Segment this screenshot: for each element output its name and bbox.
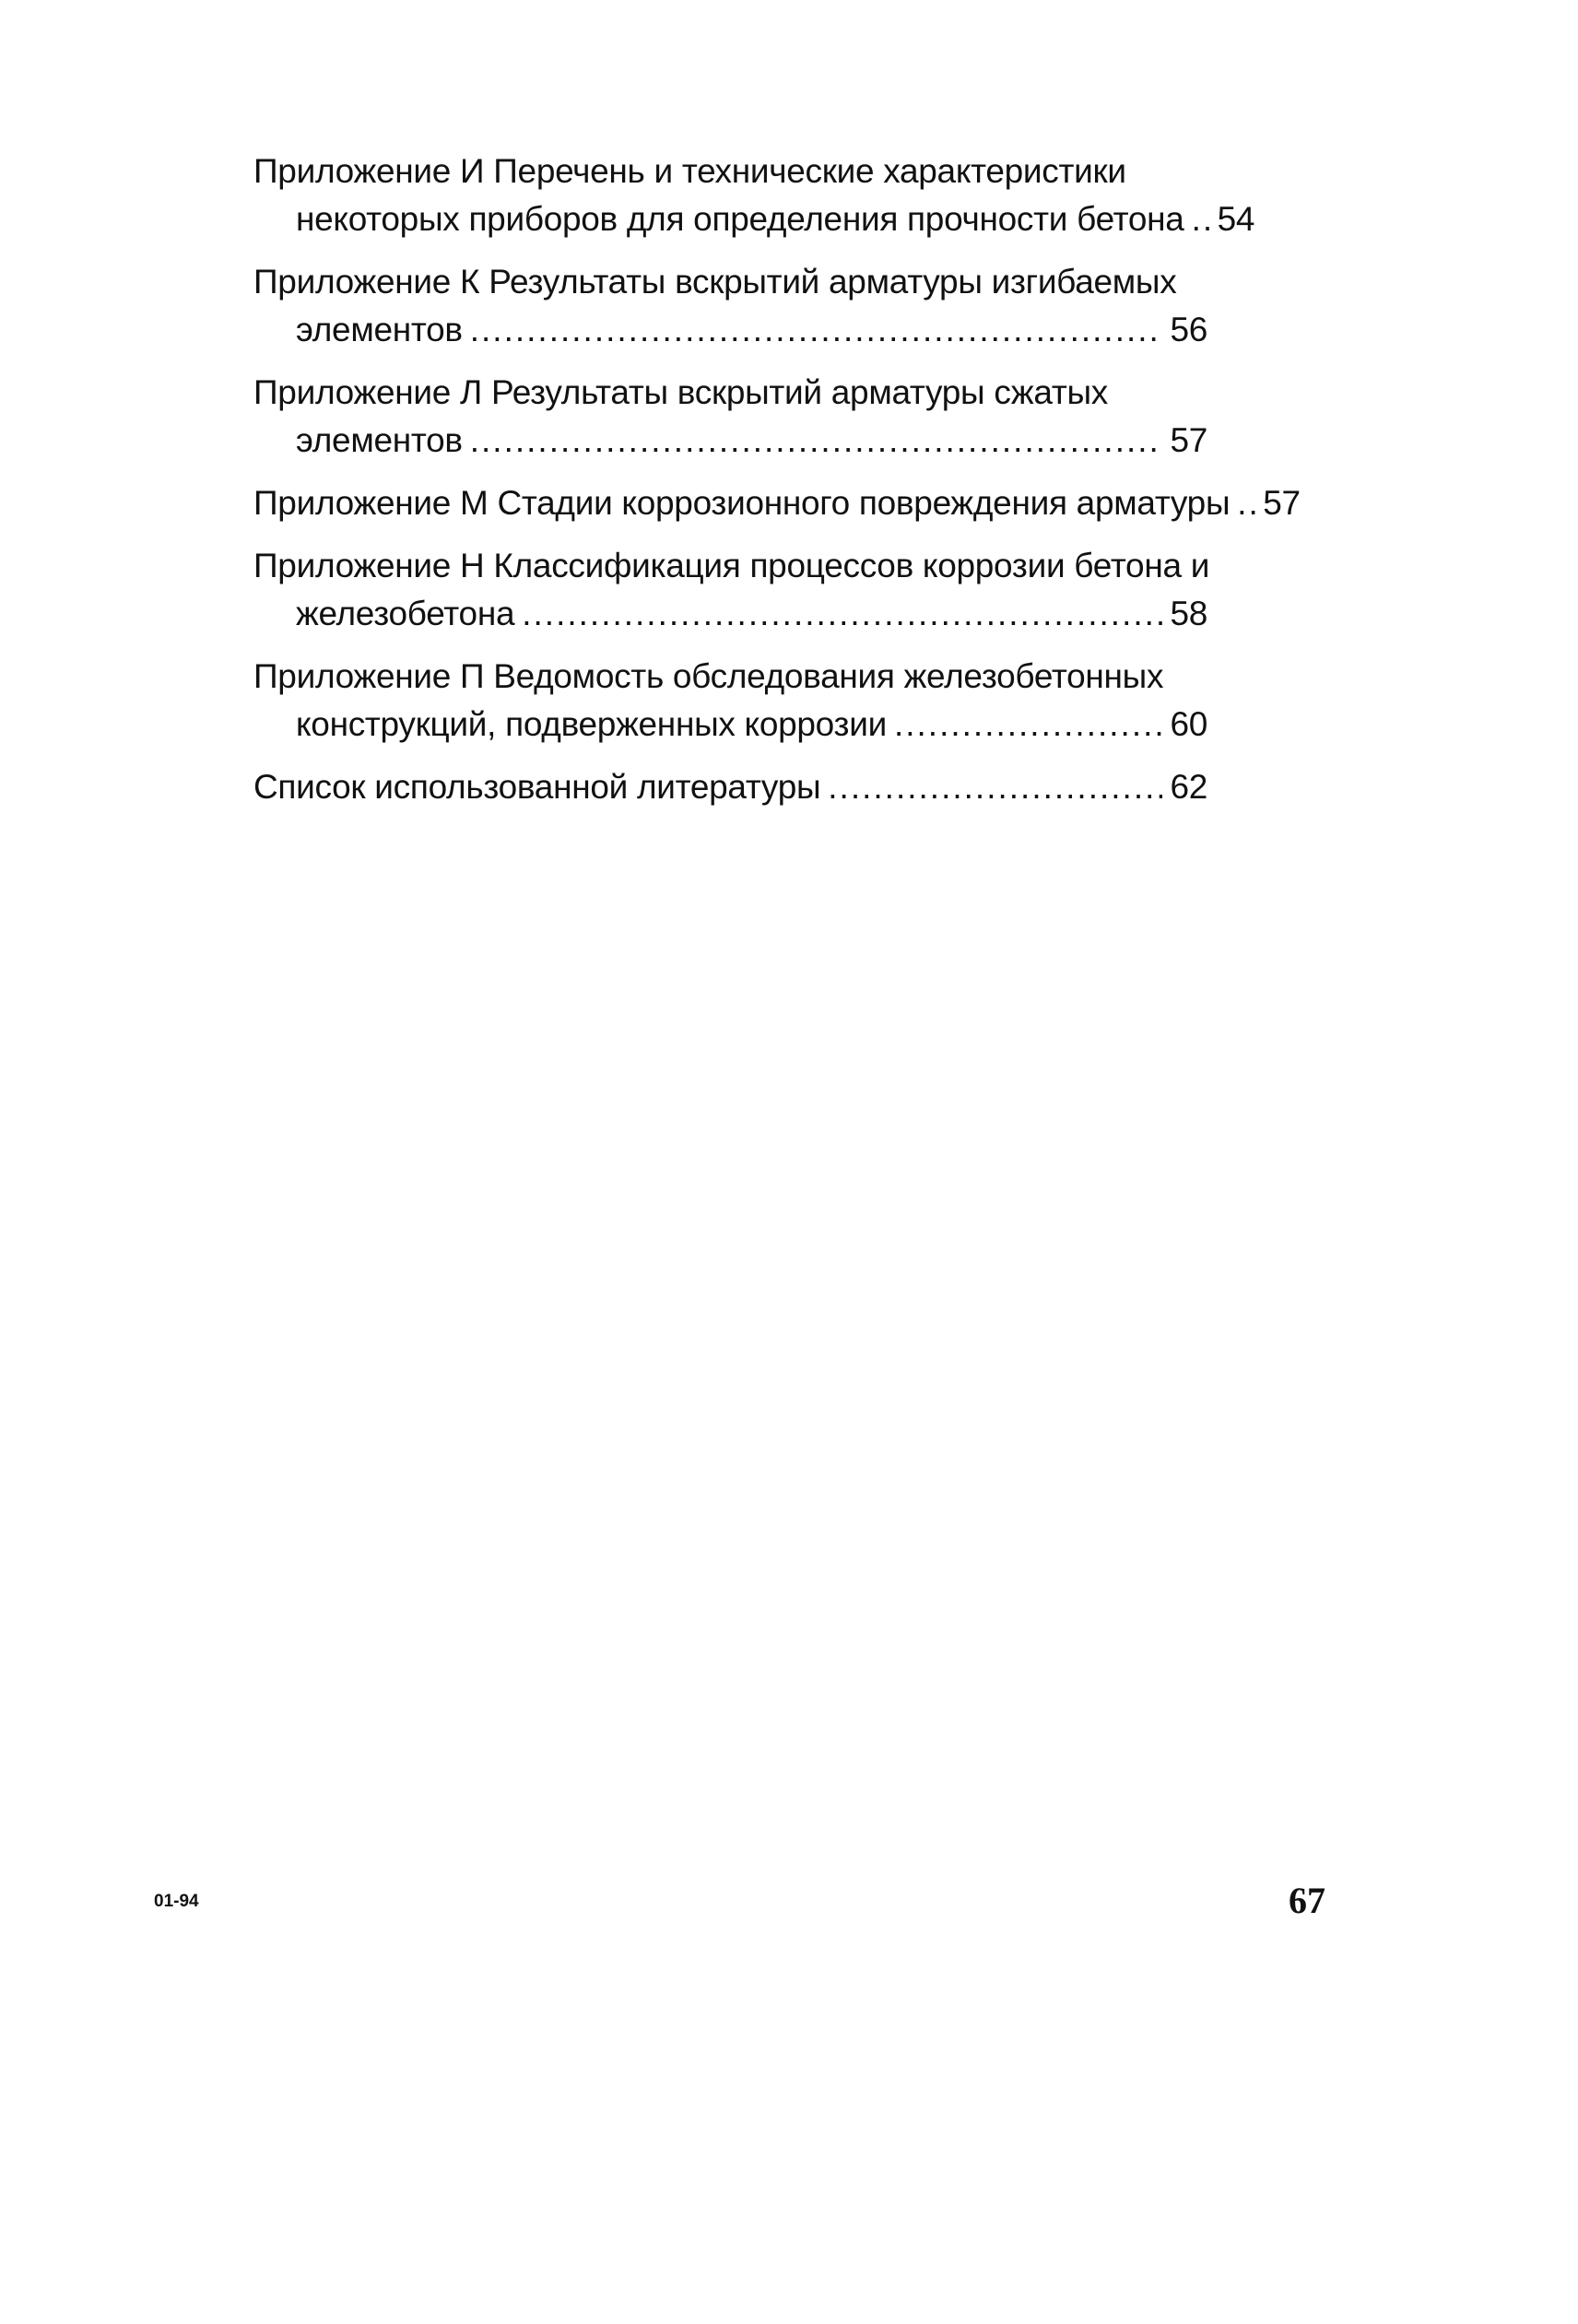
dot-leader (1192, 195, 1210, 243)
toc-entry-title-text: Приложение К Результаты вскрытий арматуры изгибаемых (253, 263, 1177, 301)
toc-entry-appendix-n (253, 542, 1210, 638)
toc-entry-continuation (253, 701, 1207, 749)
toc-entry-continuation-text: элементов (296, 421, 463, 459)
toc-page-number: 57 (1170, 421, 1207, 459)
dot-leader (470, 417, 1163, 465)
toc-entry-appendix-p (253, 653, 1207, 749)
toc-page-number: 56 (1170, 311, 1207, 348)
toc-entry-title (253, 147, 1207, 195)
toc-entry-continuation-text: железобетона (296, 595, 515, 632)
toc-entry-appendix-i (253, 147, 1255, 243)
document-code: 01-94 (154, 1892, 199, 1911)
dot-leader (522, 590, 1162, 638)
toc-entry-title-text: Приложение П Ведомость обследования железобетонных (253, 657, 1164, 695)
toc-entry-title-text: Приложение Л Результаты вскрытий арматуры сжатых (253, 373, 1108, 411)
toc-entry-title (253, 653, 1207, 701)
toc-entry-title (253, 258, 1207, 306)
toc-entry-title (253, 369, 1207, 417)
dot-leader (470, 306, 1163, 354)
toc-entry-appendix-m (253, 479, 1301, 527)
toc-entry-title-text: Список использованной литературы (253, 768, 821, 806)
toc-entry-references (253, 763, 1207, 811)
toc-entry-title (253, 542, 1210, 590)
toc-entry-title-text: Приложение И Перечень и технические характеристики (253, 152, 1126, 190)
dot-leader (894, 701, 1162, 749)
toc-page-number: 57 (1263, 484, 1301, 522)
toc-page-number: 58 (1170, 595, 1207, 632)
toc-entry-continuation-text: конструкций, подверженных коррозии (296, 705, 887, 743)
dot-leader (1237, 479, 1255, 527)
toc-entry-continuation (253, 195, 1255, 243)
toc-page-number: 54 (1217, 200, 1255, 238)
toc-entry-title (253, 479, 1301, 527)
toc-entry-title (253, 763, 1207, 811)
toc-entry-title-text: Приложение Н Классификация процессов коррозии бетона и (253, 547, 1210, 584)
toc-entry-appendix-k (253, 258, 1207, 354)
toc-entry-continuation (253, 417, 1207, 465)
toc-entry-title-text: Приложение М Стадии коррозионного повреждения арматуры (253, 484, 1231, 522)
toc-page-number: 62 (1170, 768, 1207, 806)
table-of-contents (253, 147, 1301, 826)
toc-entry-continuation-text: некоторых приборов для определения прочности бетона (296, 200, 1184, 238)
page-number: 67 (1289, 1880, 1325, 1921)
toc-entry-continuation-text: элементов (296, 311, 463, 348)
toc-entry-continuation (253, 306, 1207, 354)
toc-page-number: 60 (1170, 705, 1207, 743)
toc-entry-continuation (253, 590, 1207, 638)
dot-leader (828, 763, 1162, 811)
toc-entry-appendix-l (253, 369, 1207, 465)
